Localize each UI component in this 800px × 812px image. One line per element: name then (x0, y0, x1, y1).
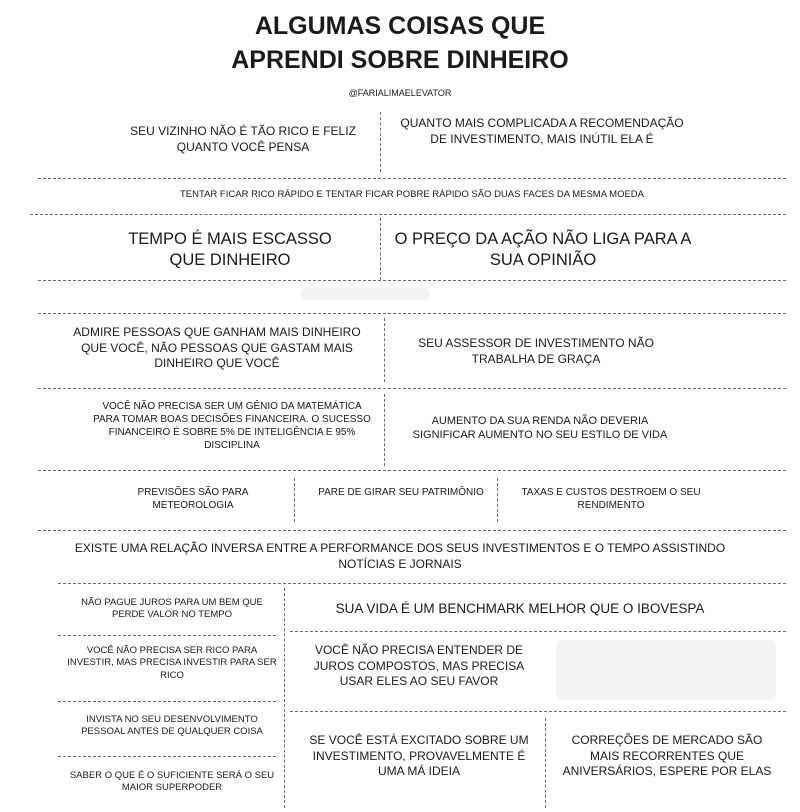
divider-horizontal (38, 313, 786, 314)
lesson-admire: ADMIRE PESSOAS QUE GANHAM MAIS DINHEIRO QUE VOCÊ, NÃO PESSOAS QUE GASTAM MAIS DINHEIRO QUE VOCÊ (73, 325, 361, 371)
divider-vertical (284, 588, 285, 808)
divider-vertical (294, 478, 295, 522)
divider-vertical (384, 318, 385, 382)
blurred-area (556, 640, 776, 700)
lesson-benchmark: SUA VIDA É UM BENCHMARK MELHOR QUE O IBOVESPA (335, 601, 705, 616)
divider-horizontal (38, 470, 786, 471)
divider-horizontal (38, 280, 786, 281)
divider-horizontal (290, 711, 786, 712)
divider-vertical (380, 112, 381, 172)
divider-vertical (380, 218, 381, 280)
lesson-rico: VOCÊ NÃO PRECISA SER RICO PARA INVESTIR, MAS PRECISA INVESTIR PARA SER RICO (67, 645, 277, 681)
divider-horizontal (58, 756, 276, 757)
lesson-juros: NÃO PAGUE JUROS PARA UM BEM QUE PERDE VALOR NO TEMPO (81, 597, 263, 621)
lesson-faces: TENTAR FICAR RICO RÁPIDO E TENTAR FICAR POBRE RÁPIDO SÃO DUAS FACES DA MESMA MOEDA (180, 189, 644, 200)
lesson-excitado: SE VOCÊ ESTÁ EXCITADO SOBRE UM INVESTIMENTO, PROVAVELMENTE É UMA MÁ IDEIA (309, 733, 529, 779)
page-title (150, 10, 650, 78)
lesson-vizinho: SEU VIZINHO NÃO É TÃO RICO E FELIZ QUANTO VOCÊ PENSA (130, 124, 356, 154)
lesson-relacao: EXISTE UMA RELAÇÃO INVERSA ENTRE A PERFORMANCE DOS SEUS INVESTIMENTOS E O TEMPO ASSISTINDO NOTÍCIAS E JORNAIS (74, 541, 726, 571)
title-line-1: ALGUMAS COISAS QUE (254, 12, 546, 40)
divider-horizontal (30, 214, 786, 215)
divider-horizontal (38, 178, 786, 179)
divider-horizontal (58, 701, 276, 702)
lesson-correcoes: CORREÇÕES DE MERCADO SÃO MAIS RECORRENTES QUE ANIVERSÁRIOS, ESPERE POR ELAS (562, 733, 772, 779)
lesson-previsoes: PREVISÕES SÃO PARA METEOROLOGIA (137, 487, 249, 511)
lesson-compostos: VOCÊ NÃO PRECISA ENTENDER DE JUROS COMPOSTOS, MAS PRECISA USAR ELES AO SEU FAVOR (313, 643, 525, 689)
divider-horizontal (38, 388, 786, 389)
lesson-preco-acao: O PREÇO DA AÇÃO NÃO LIGA PARA A SUA OPINIÃO (394, 230, 692, 270)
lesson-girar: PARE DE GIRAR SEU PATRIMÔNIO (318, 487, 484, 498)
divider-horizontal (290, 631, 786, 632)
lesson-assessor: SEU ASSESSOR DE INVESTIMENTO NÃO TRABALHA DE GRAÇA (418, 336, 654, 366)
lesson-recomendacao: QUANTO MAIS COMPLICADA A RECOMENDAÇÃO DE INVESTIMENTO, MAIS INÚTIL ELA É (400, 116, 684, 146)
divider-horizontal (38, 530, 786, 531)
lesson-taxas: TAXAS E CUSTOS DESTROEM O SEU RENDIMENTO (521, 487, 701, 511)
divider-vertical (497, 478, 498, 522)
divider-vertical (384, 394, 385, 466)
lesson-tempo: TEMPO É MAIS ESCASSO QUE DINHEIRO (128, 230, 332, 270)
divider-vertical (545, 718, 546, 808)
author-handle: @FARIALIMAELEVATOR (348, 88, 452, 98)
title-line-2: APRENDI SOBRE DINHEIRO (231, 45, 569, 74)
divider-horizontal (58, 635, 276, 636)
lesson-desenvolvimento: INVISTA NO SEU DESENVOLVIMENTO PESSOAL ANTES DE QUALQUER COISA (81, 714, 263, 738)
blurred-area (300, 288, 430, 300)
lesson-suficiente: SABER O QUE É O SUFICIENTE SERÁ O SEU MAIOR SUPERPODER (69, 770, 275, 794)
lesson-renda: AUMENTO DA SUA RENDA NÃO DEVERIA SIGNIFICAR AUMENTO NO SEU ESTILO DE VIDA (412, 415, 668, 442)
lesson-genio: VOCÊ NÃO PRECISA SER UM GÊNIO DA MATEMÁTICA PARA TOMAR BOAS DECISÕES FINANCEIRA. O SUCESSO FINANCEIRO É SOBRE 5% DE INTELIGÊNCIA E 95% DISCIPLINA (93, 401, 371, 451)
divider-horizontal (58, 583, 786, 584)
